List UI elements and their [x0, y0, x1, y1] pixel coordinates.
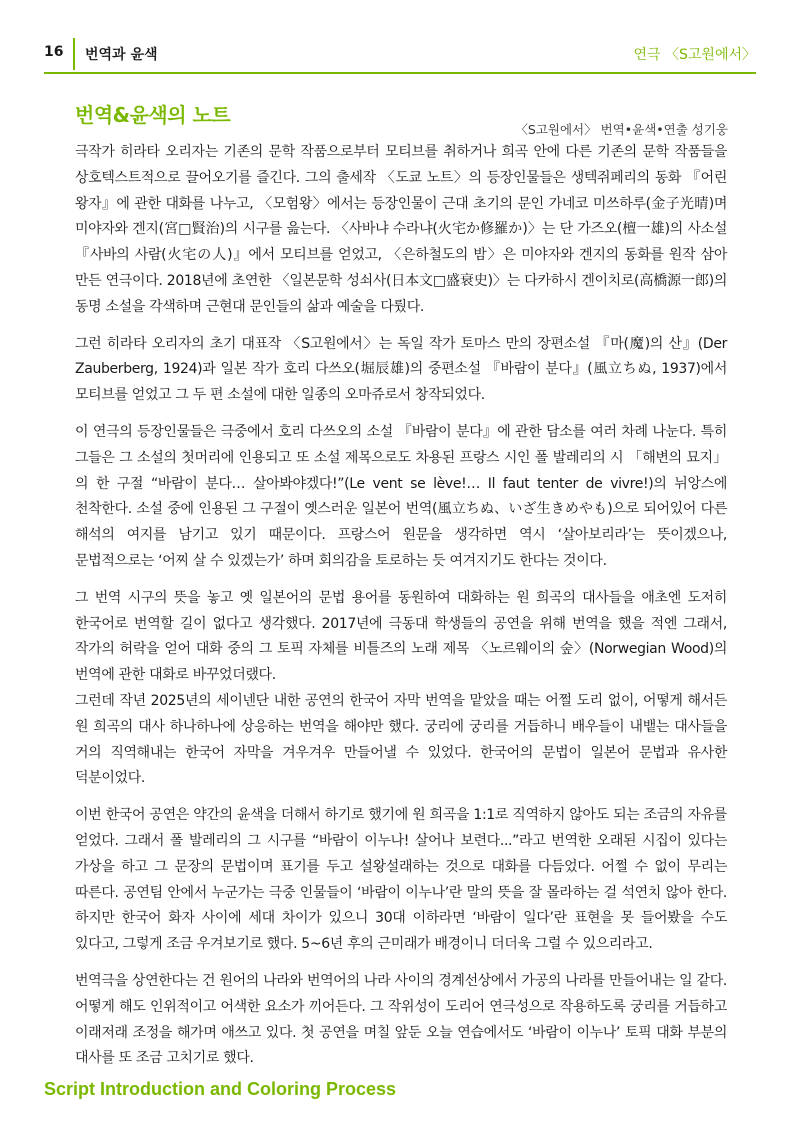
header-divider: [73, 38, 75, 70]
article-title: 번역&윤색의 노트: [75, 103, 231, 127]
paragraph: 이번 한국어 공연은 약간의 윤색을 더해서 하기로 했기에 원 희곡을 1:1로 직역하지 않아도 되는 조금의 자유를 얻었다. 그래서 폴 발레리의 그 시구를 “바람이 이누나! 살어나 보련다...”라고 번역한 오래된 시집이 있다는 가상을 하고 그 문장의 문법이며 표기를 두고 설왕설래하는 것으로 대화를 다듬었다. 어쩔 수 없이 무리는 따른다. 공연팀 안에서 누군가는 극중 인물들이 ‘바람이 이누나’란 말의 뜻을 잘 몰라하는 걸 석연치 않아 한다. 하지만 한국어 화자 사이에 세대 차이가 있으니 30대 이하라면 ‘바람이 일다’란 표현을 못 들어봤을 수도 있다고, 그렇게 조금 우겨보기로 했다. 5~6년 후의 근미래가 배경이니 더더욱 그럴 수 있으리라고.: [75, 807, 727, 953]
page-header: [0, 0, 800, 78]
page-number: 16: [44, 44, 64, 60]
section-title: 번역과 윤색: [85, 47, 158, 63]
article-credit: 〈S고원에서〉 번역•윤색•연출 성기웅: [515, 122, 728, 137]
paragraph: 그런데 작년 2025년의 세이넨단 내한 공연의 한국어 자막 번역을 맡았을 때는 어쩔 도리 없이, 어떻게 해서든 원 희곡의 대사 하나하나에 상응하는 번역을 해야만 했다. 궁리에 궁리를 거듭하니 배우들이 내뱉는 대사들을 거의 직역해내는 한국어 자막을 겨우겨우 만들어낼 수 있었다. 한국어의 문법이 일본어 문법과 유사한 덕분이었다.: [75, 692, 727, 787]
paragraph: 번역극을 상연한다는 건 원어의 나라와 번역어의 나라 사이의 경계선상에서 가공의 나라를 만들어내는 일 같다. 어떻게 해도 인위적이고 어색한 요소가 끼어든다. 그 작위성이 도리어 연극성으로 작용하도록 궁리를 거듭하고 이래저래 조정을 해가며 애쓰고 있다. 첫 공연을 며칠 앞둔 오늘 연습에서도 ‘바람이 이누나’ 토픽 대화 부분의 대사를 또 조금 고치기로 했다.: [75, 972, 727, 1067]
running-title: 연극 〈S고원에서〉: [633, 47, 756, 63]
paragraph: 그 번역 시구의 뜻을 놓고 옛 일본어의 문법 용어를 동원하여 대화하는 원 희곡의 대사들을 애초엔 도저히 한국어로 번역할 길이 없다고 생각했다. 2017년에 극동대 학생들의 공연을 위해 번역을 했을 적엔 그래서, 작가의 허락을 얻어 대화 중의 그 토픽 자체를 비틀즈의 노래 제목 〈노르웨이의 숲〉(Norwegian Wood)의 번역에 관한 대화로 바꾸었더랬다.: [75, 589, 727, 684]
footer-title: Script Introduction and Coloring Process: [44, 1079, 397, 1099]
article-body: [75, 140, 727, 1083]
paragraph: 그런 히라타 오리자의 초기 대표작 〈S고원에서〉는 독일 작가 토마스 만의 장편소설 『마(魔)의 산』(Der Zauberberg, 1924)과 일본 작가 호리 다쓰오(堀辰雄)의 중편소설 『바람이 분다』(風立ちぬ, 1937)에서 모티브를 얻었고 그 두 편 소설에 대한 일종의 오마쥬로서 창작되었다.: [75, 335, 727, 404]
paragraph: 극작가 히라타 오리자는 기존의 문학 작품으로부터 모티브를 취하거나 희곡 안에 다른 기존의 문학 작품들을 상호텍스트적으로 끌어오기를 즐긴다. 그의 출세작 〈도쿄 노트〉의 등장인물들은 생텍쥐페리의 동화 『어린 왕자』에 관한 대화를 나누고, 〈모험왕〉에서는 등장인물이 근대 초기의 문인 가네코 미쓰하루(金子光晴)며 미야자와 겐지(宮□賢治)의 시구를 읊는다. 〈사바냐 수라냐(火宅か修羅か)〉는 단 가즈오(檀一雄)의 사소설 『사바의 사람(火宅の人)』에서 모티브를 얻었고, 〈은하철도의 밤〉은 미야자와 겐지의 동화를 원작 삼아 만든 연극이다. 2018년에 초연한 〈일본문학 성쇠사(日本文□盛衰史)〉는 다카하시 겐이치로(高橋源一郎)의 동명 소설을 각색하며 근현대 문인들의 삶과 예술을 다뤘다.: [75, 144, 727, 315]
paragraph: 이 연극의 등장인물들은 극중에서 호리 다쓰오의 소설 『바람이 분다』에 관한 담소를 여러 차례 나눈다. 특히 그들은 그 소설의 첫머리에 인용되고 또 소설 제목으로도 차용된 프랑스 시인 폴 발레리의 시 「해변의 묘지」의 한 구절 “바람이 분다… 살아봐야겠다!”(Le vent se lève!… Il faut tenter de vivre!)의 뉘앙스에 천착한다. 소설 중에 인용된 그 구절이 옛스러운 일본어 번역(風立ちぬ、いざ生きめやも)으로 되어있어 다른 해석의 여지를 남기고 있기 때문이다. 프랑스어 원문을 생각하면 역시 ‘살아보리라’는 뜻이겠으나, 문법적으로는 ‘어찌 살 수 있겠는가’ 하며 회의감을 토로하는 듯 여겨지기도 한다는 것이다.: [75, 423, 727, 569]
header-rule: [44, 72, 756, 74]
